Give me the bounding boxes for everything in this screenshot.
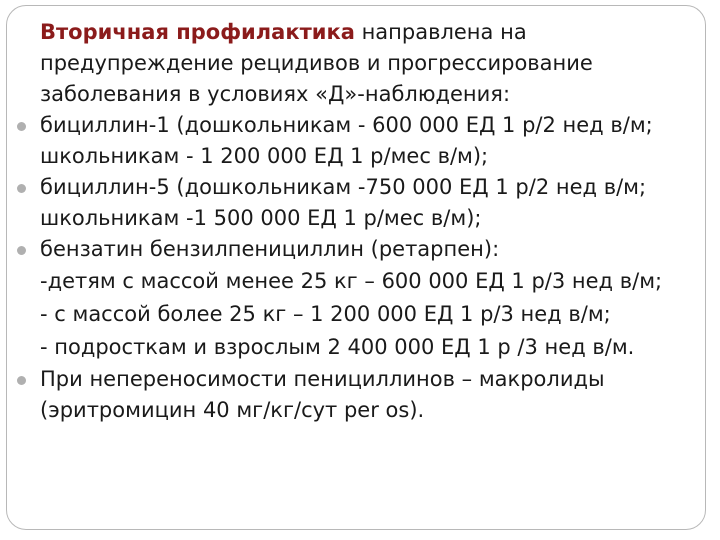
- benzathine-dose-adults: - подросткам и взрослым 2 400 000 ЕД 1 р /3 нед в/м.: [40, 335, 635, 359]
- slide-content: [40, 17, 690, 426]
- intro-lead: Вторичная профилактика: [40, 20, 355, 44]
- benzathine-dose-over-25kg: - с массой более 25 кг – 1 200 000 ЕД 1 р/3 нед в/м;: [40, 302, 611, 326]
- bullet-bicillin-1: бициллин-1 (дошкольникам - 600 000 ЕД 1 р/2 нед в/м; школьникам - 1 200 000 ЕД 1 р/мес в/м);: [40, 110, 690, 172]
- benzathine-dose-under-25kg: -детям с массой менее 25 кг – 600 000 ЕД 1 р/3 нед в/м;: [40, 269, 663, 293]
- bullet-benzathine: бензатин бензилпенициллин (ретарпен):: [40, 234, 690, 265]
- intro-paragraph: [40, 17, 690, 110]
- bullet-bicillin-5: бициллин-5 (дошкольникам -750 000 ЕД 1 р/2 нед в/м; школьникам -1 500 000 ЕД 1 р/мес в/м);: [40, 172, 690, 234]
- bullet-macrolides: При непереносимости пенициллинов – макролиды (эритромицин 40 мг/кг/сут per os).: [40, 364, 690, 426]
- intro-text: направлена на предупреждение рецидивов и прогрессирование заболевания в условиях «Д»-наблюдения:: [40, 20, 593, 106]
